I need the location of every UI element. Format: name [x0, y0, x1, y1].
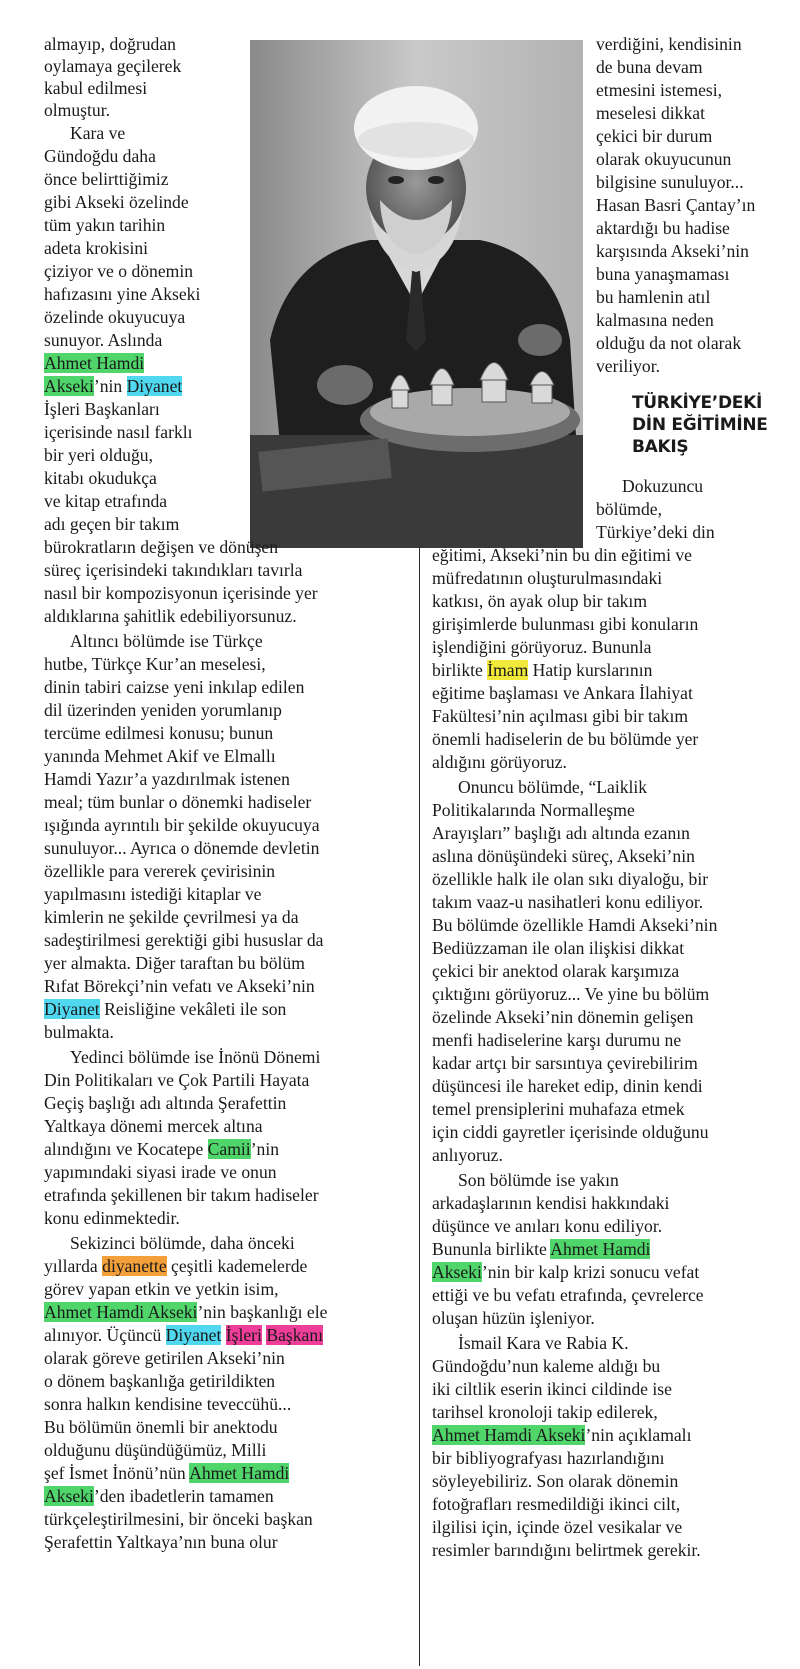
text-span: çeşitli kademelerde — [166, 1256, 308, 1276]
text-line: Rıfat Börekçi’nin vefatı ve Akseki’nin — [44, 976, 315, 996]
text-span: alındığını ve Kocatepe — [44, 1139, 208, 1159]
text-span: birlikte — [432, 660, 488, 680]
text-line: İşleri Başkanları — [44, 399, 160, 419]
text-line: ışığında ayrıntılı bir şekilde okuyucuya — [44, 815, 320, 835]
text-span: Bununla birlikte — [432, 1239, 551, 1259]
text-line: buna yanaşmaması — [596, 264, 730, 284]
text-line: ve kitap etrafında — [44, 491, 168, 511]
column-divider — [419, 548, 420, 1666]
highlight-name: Akseki — [432, 1262, 482, 1282]
text-line: bu hamlenin atıl — [596, 287, 711, 307]
text-line: arkadaşlarının kendisi hakkındaki — [432, 1193, 670, 1213]
text-line: kimlerin ne şekilde çevrilmesi ya da — [44, 907, 299, 927]
text-line: çiziyor ve o dönemin — [44, 261, 194, 281]
text-span: şef İsmet İnönü’nün — [44, 1463, 190, 1483]
text-line: adı geçen bir takım — [44, 514, 180, 534]
text-line: meal; tüm bunlar o dönemki hadiseler — [44, 792, 312, 812]
text-line — [44, 1302, 327, 1323]
text-line: özellikle halk ile olan sıkı diyaloğu, bir — [432, 869, 709, 889]
text-line: iki ciltlik eserin ikinci cildinde ise — [432, 1379, 672, 1399]
text-line — [44, 999, 286, 1020]
highlight-diyanet: Diyanet — [165, 1325, 222, 1345]
text-span: ’den ibadetlerin tamamen — [93, 1486, 274, 1506]
text-line: Politikalarında Normalleşme — [432, 800, 635, 820]
text-span: ’nin — [250, 1139, 280, 1159]
text-line: oluşan hüzün işleniyor. — [432, 1308, 595, 1328]
text-line: tercüme edilmesi konusu; bunun — [44, 723, 274, 743]
text-line: fotoğrafları resmedildiği ikinci cilt, — [432, 1494, 681, 1514]
text-line: İsmail Kara ve Rabia K. — [458, 1333, 629, 1353]
text-line: kadar artçı bir sarsıntıya çevirebilirim — [432, 1053, 698, 1073]
text-line: kalmasına neden — [596, 310, 714, 330]
text-line: karşısında Akseki’nin — [596, 241, 749, 261]
text-line: takım vaaz-u nasihatleri konu ediliyor. — [432, 892, 704, 912]
text-line: müfredatının oluşturulmasındaki — [432, 568, 663, 588]
text-line: özellikle para vererek çevirisinin — [44, 861, 276, 881]
highlight-diyanette: diyanette — [102, 1256, 167, 1276]
highlight-isleri: İşleri — [225, 1325, 262, 1345]
text-line: yapımındaki siyasi irade ve onun — [44, 1162, 277, 1182]
text-line: özelinde Akseki’nin dönemin gelişen — [432, 1007, 694, 1027]
text-line: olmuştur. — [44, 100, 110, 120]
text-span: alınıyor. Üçüncü — [44, 1325, 166, 1345]
text-line: özelinde okuyucuya — [44, 307, 186, 327]
text-line: Yedinci bölümde ise İnönü Dönemi — [70, 1047, 321, 1067]
text-line: kabul edilmesi — [44, 78, 148, 98]
text-line: Kara ve — [70, 123, 126, 143]
text-line: Gündoğdu daha — [44, 146, 156, 166]
text-line: Fakültesi’nin açılması gibi bir takım — [432, 706, 689, 726]
highlight-name: Ahmet Hamdi — [550, 1239, 651, 1259]
text-line: eğitime başlaması ve Ankara İlahiyat — [432, 683, 693, 703]
text-line: dil üzerinden yeniden yorumlanıp — [44, 700, 282, 720]
text-span: Reisliğine vekâleti ile son — [99, 999, 287, 1019]
text-line — [44, 1486, 274, 1507]
text-line: sadeştirilmesi gerektiği gibi hususlar da — [44, 930, 324, 950]
text-line — [432, 1239, 650, 1260]
text-line — [432, 1425, 691, 1446]
text-line — [432, 660, 652, 681]
text-line: meselesi dikkat — [596, 103, 705, 123]
text-line: düşünce ve anıları konu ediliyor. — [432, 1216, 663, 1236]
text-line: yapılmasını istediği kitaplar ve — [44, 884, 262, 904]
text-line: önce belirttiğimiz — [44, 169, 169, 189]
text-line: sunuluyor... Ayrıca o dönemde devletin — [44, 838, 320, 858]
text-line: olarak okuyucunun — [596, 149, 732, 169]
text-line — [432, 1262, 699, 1283]
text-line: Dokuzuncu — [622, 476, 704, 496]
text-line: bürokratların değişen ve dönüşen — [44, 537, 279, 557]
text-line: hutbe, Türkçe Kur’an meselesi, — [44, 654, 266, 674]
text-line: oylamaya geçilerek — [44, 56, 182, 76]
text-line: resimler barındığını belirtmek gerekir. — [432, 1540, 701, 1560]
text-line: adeta krokisini — [44, 238, 149, 258]
text-line: ilgilisi için, içinde özel vesikalar ve — [432, 1517, 683, 1537]
text-line: Türkiye’deki din — [596, 522, 715, 542]
text-line: Arayışları” başlığı adı altında ezanın — [432, 823, 690, 843]
text-line: içerisinde nasıl farklı — [44, 422, 193, 442]
text-span: Hatip kurslarının — [528, 660, 653, 680]
text-span: yıllarda — [44, 1256, 103, 1276]
text-line: çıktığını görüyoruz... Ve yine bu bölüm — [432, 984, 710, 1004]
text-line: söyleyebiliriz. Son olarak dönemin — [432, 1471, 679, 1491]
text-line: çekici bir durum — [596, 126, 713, 146]
text-line: düşüncesi ile hareket edip, dinin kendi — [432, 1076, 703, 1096]
text-line — [44, 353, 144, 374]
text-line — [44, 1325, 323, 1346]
highlight-name: Akseki — [44, 376, 94, 396]
text-line: almayıp, doğrudan — [44, 34, 176, 54]
text-line — [44, 1256, 307, 1277]
text-line: sonra halkın kendisine teveccühü... — [44, 1394, 292, 1414]
text-line: etmesini istemesi, — [596, 80, 723, 100]
text-line — [44, 1139, 279, 1160]
highlight-baskani: Başkanı — [266, 1325, 324, 1345]
text-line: veriliyor. — [596, 356, 661, 376]
text-line: türkçeleştirilmesini, bir önceki başkan — [44, 1509, 313, 1529]
text-line: girişimlerde bulunması gibi konuların — [432, 614, 699, 634]
text-line: bir yeri olduğu, — [44, 445, 153, 465]
text-line: tüm yakın tarihin — [44, 215, 166, 235]
text-line: hafızasını yine Akseki — [44, 284, 201, 304]
text-line: Din Politikaları ve Çok Partili Hayata — [44, 1070, 310, 1090]
text-line: katkısı, ön ayak olup bir takım — [432, 591, 647, 611]
text-line: Altıncı bölümde ise Türkçe — [70, 631, 263, 651]
text-line: aldığını görüyoruz. — [432, 752, 567, 772]
text-line: olduğunu düşündüğümüz, Milli — [44, 1440, 267, 1460]
text-line: o dönem başkanlığa getirildikten — [44, 1371, 276, 1391]
text-line: dinin tabiri caizse yeni inkılap edilen — [44, 677, 305, 697]
text-line: Şerafettin Yaltkaya’nın buna olur — [44, 1532, 278, 1552]
text-line: Hasan Basri Çantay’ın — [596, 195, 756, 215]
text-line: tarihsel kronoloji takip edilerek, — [432, 1402, 658, 1422]
text-line: aldıklarına şahitlik edebiliyorsunuz. — [44, 606, 297, 626]
text-line: Bu bölümün önemli bir anektodu — [44, 1417, 278, 1437]
text-line: bir bibliyografyası hazırlandığını — [432, 1448, 665, 1468]
text-span: ’nin bir kalp krizi sonucu vefat — [481, 1262, 700, 1282]
text-line: bölümde, — [596, 499, 662, 519]
highlight-name: Ahmet Hamdi Akseki — [432, 1425, 586, 1445]
text-line: Sekizinci bölümde, daha önceki — [70, 1233, 295, 1253]
text-line: de buna devam — [596, 57, 703, 77]
text-line: Bu bölümde özellikle Hamdi Akseki’nin — [432, 915, 718, 935]
text-line: temel prensiplerini muhafaza etmek — [432, 1099, 685, 1119]
text-line: anlıyoruz. — [432, 1145, 503, 1165]
text-line: önemli hadiselerin de bu bölümde yer — [432, 729, 699, 749]
text-line: eğitimi, Akseki’nin bu din eğitimi ve — [432, 545, 692, 565]
text-line: Geçiş başlığı adı altında Şerafettin — [44, 1093, 287, 1113]
section-heading: DİN EĞİTİMİNE — [632, 415, 768, 435]
text-line: Yaltkaya dönemi mercek altına — [44, 1116, 263, 1136]
text-line: yanında Mehmet Akif ve Elmallı — [44, 746, 276, 766]
text-line: aslına dönüşündeki süreç, Akseki’nin — [432, 846, 695, 866]
highlight-diyanet: Diyanet — [126, 376, 183, 396]
text-line: bulmakta. — [44, 1022, 114, 1042]
text-line: gibi Akseki özelinde — [44, 192, 189, 212]
text-line: nasıl bir kompozisyonun içerisinde yer — [44, 583, 318, 603]
text-line: verdiğini, kendisinin — [596, 34, 742, 54]
text-line: Son bölümde ise yakın — [458, 1170, 619, 1190]
text-line: Hamdi Yazır’a yazdırılmak istenen — [44, 769, 290, 789]
text-line: için ciddi gayretler içerisinde olduğunu — [432, 1122, 709, 1142]
text-line: kitabı okudukça — [44, 468, 157, 488]
text-span: ’nin — [93, 376, 127, 396]
text-span: ’nin açıklamalı — [585, 1425, 692, 1445]
highlight-imam: İmam — [487, 660, 529, 680]
highlight-name: Ahmet Hamdi — [44, 353, 145, 373]
text-line: çekici bir anektod olarak karşımıza — [432, 961, 680, 981]
text-line: etrafında şekillenen bir takım hadiseler — [44, 1185, 319, 1205]
text-span: ’nin başkanlığı ele — [197, 1302, 328, 1322]
text-line: konu edinmektedir. — [44, 1208, 180, 1228]
text-line: Onuncu bölümde, “Laiklik — [458, 777, 648, 797]
text-line: ettiği ve bu vefatı etrafında, çevrelerce — [432, 1285, 704, 1305]
portrait-photo — [250, 40, 583, 548]
text-line: sunuyor. Aslında — [44, 330, 163, 350]
highlight-camii: Camii — [207, 1139, 251, 1159]
text-line: olduğu da not olarak — [596, 333, 742, 353]
highlight-name: Ahmet Hamdi Akseki — [44, 1302, 198, 1322]
text-line: yer almakta. Diğer taraftan bu bölüm — [44, 953, 305, 973]
text-line: olarak göreve getirilen Akseki’nin — [44, 1348, 285, 1368]
text-line: işlendiğini görüyoruz. Bununla — [432, 637, 652, 657]
text-line: süreç içerisindeki takındıkları tavırla — [44, 560, 303, 580]
text-line — [44, 376, 182, 397]
highlight-name: Akseki — [44, 1486, 94, 1506]
text-line — [44, 1463, 289, 1484]
text-line: görev yapan etkin ve yetkin isim, — [44, 1279, 279, 1299]
text-line: menfi hadiselerine karşı durumu ne — [432, 1030, 682, 1050]
text-line: Bediüzzaman ile olan ilişkisi dikkat — [432, 938, 685, 958]
text-line: aktardığı bu hadise — [596, 218, 730, 238]
highlight-name: Ahmet Hamdi — [189, 1463, 290, 1483]
text-line: Gündoğdu’nun kaleme aldığı bu — [432, 1356, 661, 1376]
text-line: bilgisine sunuluyor... — [596, 172, 744, 192]
highlight-diyanet: Diyanet — [44, 999, 100, 1019]
section-heading: TÜRKİYE’DEKİ — [632, 393, 762, 413]
section-heading: BAKIŞ — [632, 437, 689, 457]
